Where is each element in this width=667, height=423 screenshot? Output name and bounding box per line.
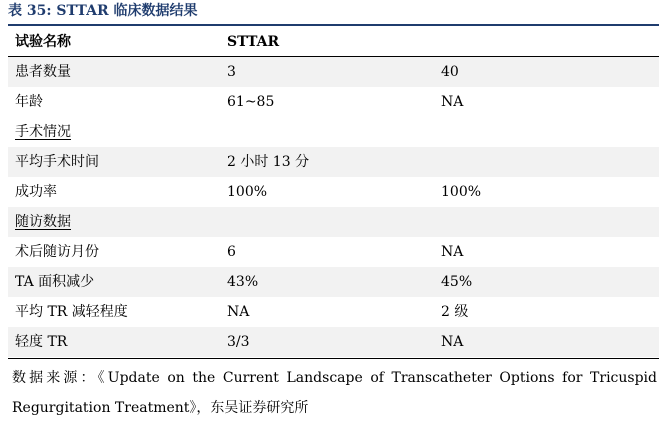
row-label: 年龄 (15, 94, 43, 110)
row-label: 成功率 (15, 184, 57, 200)
row-value-2: 45% (441, 274, 473, 290)
table-title: 表 35: STTAR 临床数据结果 (8, 3, 198, 19)
row-label: 平均手术时间 (15, 154, 99, 170)
row-value-1: 61~85 (227, 94, 275, 110)
row-value-1: 3/3 (227, 334, 250, 350)
row-label: 手术情况 (15, 124, 71, 140)
row-value-1: 100% (227, 184, 268, 200)
table-row (8, 267, 659, 297)
section-row (8, 117, 659, 147)
source-line-1: 数据来源：《Update on the Current Landscape of Transcatheter Options for Tricuspid (12, 370, 657, 386)
row-label: 轻度 TR (15, 334, 68, 350)
row-value-1: 3 (227, 64, 236, 80)
source-line-2: Regurgitation Treatment》，东吴证券研究所 (12, 400, 309, 416)
row-value-1: 2 小时 13 分 (227, 154, 310, 170)
table-row (8, 237, 659, 267)
row-value-2: 2 级 (441, 304, 469, 320)
header-trial-name: 试验名称 (15, 34, 71, 50)
row-label: 术后随访月份 (15, 244, 99, 260)
row-label: 平均 TR 减轻程度 (15, 304, 128, 320)
header-sttar: STTAR (227, 34, 280, 50)
row-value-2: NA (441, 334, 464, 350)
table-row (8, 177, 659, 207)
row-value-1: 6 (227, 244, 236, 260)
table-row (8, 327, 659, 357)
row-value-2: 40 (441, 64, 459, 80)
table-row (8, 87, 659, 117)
row-value-2: NA (441, 94, 464, 110)
table-bottom-rule (8, 358, 659, 359)
row-value-2: NA (441, 244, 464, 260)
table-row (8, 297, 659, 327)
table-header-row (8, 27, 659, 57)
row-label: 随访数据 (15, 214, 71, 230)
row-value-2: 100% (441, 184, 482, 200)
clinical-data-table (8, 27, 659, 357)
row-value-1: NA (227, 304, 250, 320)
section-row (8, 207, 659, 237)
row-label: TA 面积减少 (15, 274, 95, 290)
table-row (8, 57, 659, 87)
source-note (12, 363, 657, 423)
title-rule (8, 24, 659, 26)
row-label: 患者数量 (15, 64, 71, 80)
row-value-1: 43% (227, 274, 259, 290)
table-row (8, 147, 659, 177)
